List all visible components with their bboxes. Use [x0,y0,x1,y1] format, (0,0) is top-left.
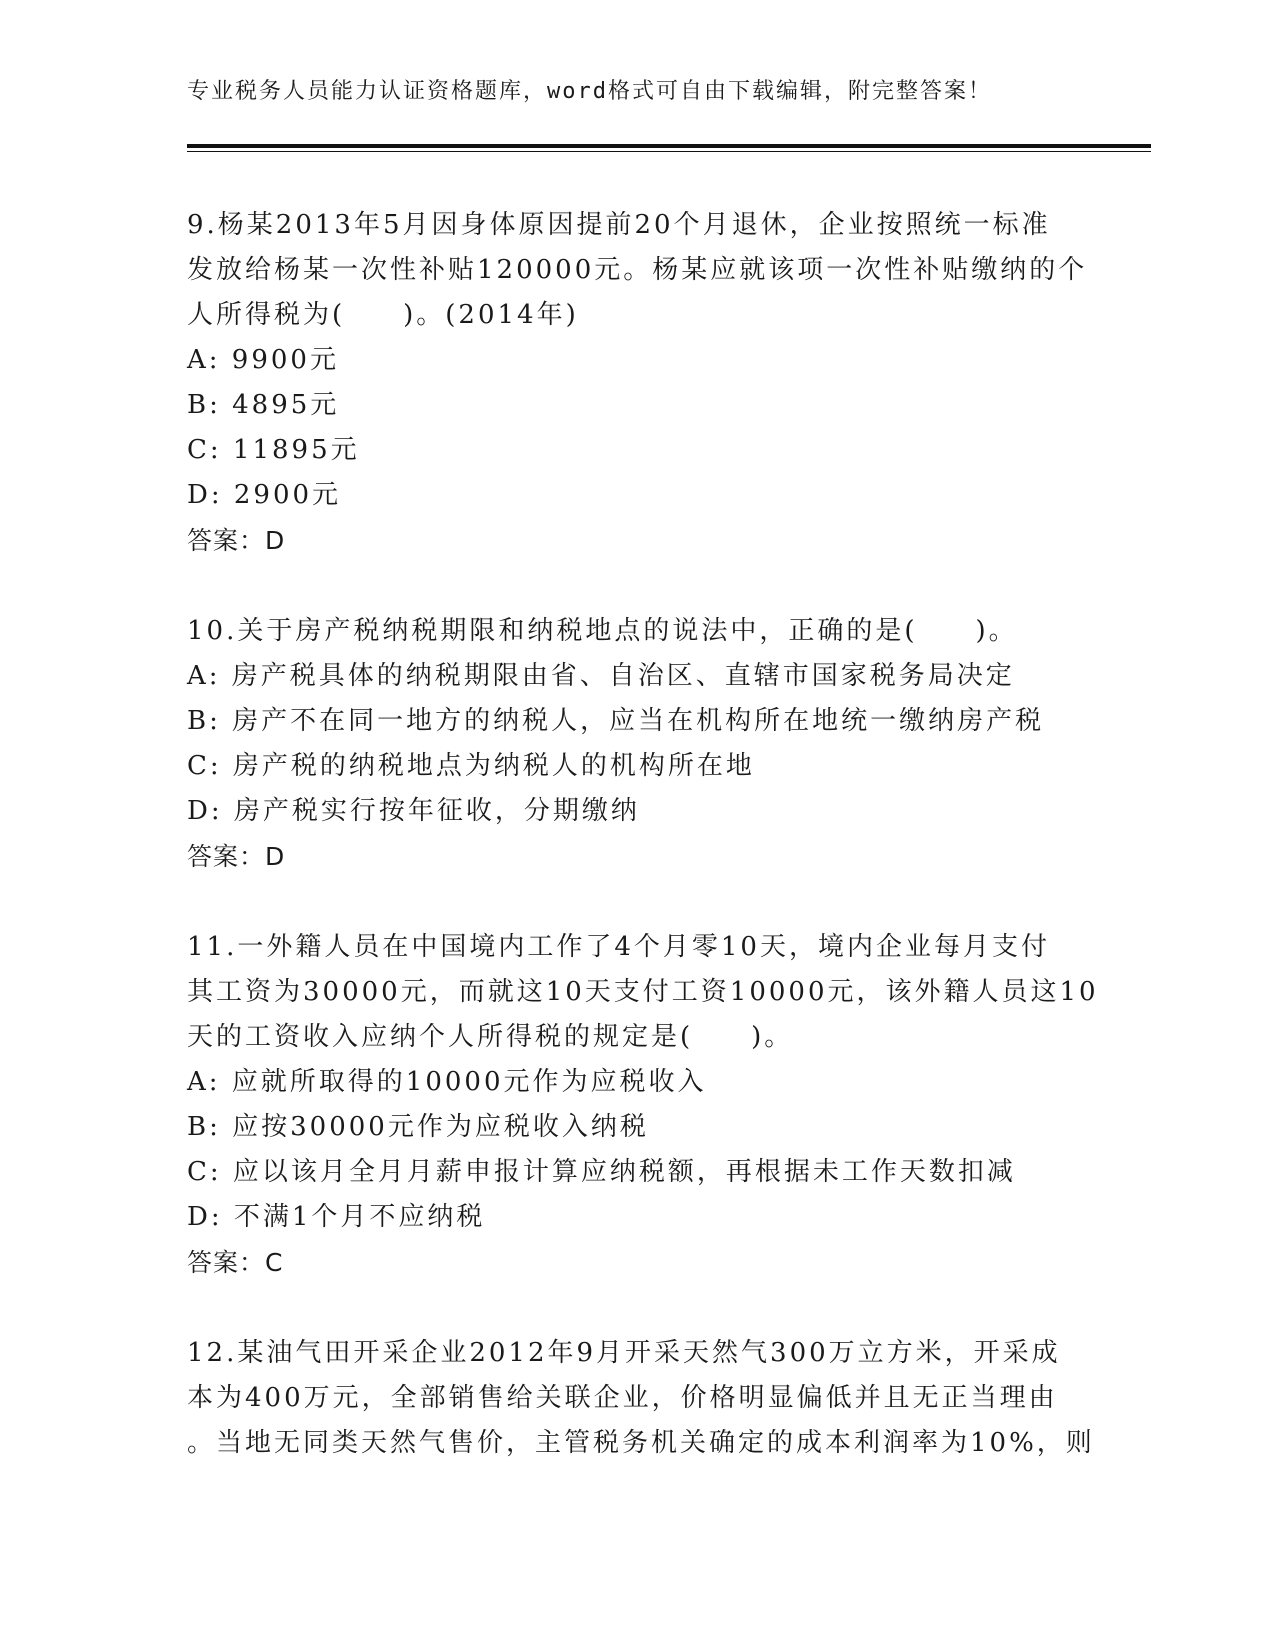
question-stem-line: 9.杨某2013年5月因身体原因提前20个月退休，企业按照统一标准 [187,210,1051,240]
question-stem-line: 其工资为30000元，而就这10天支付工资10000元，该外籍人员这10 [187,977,1099,1007]
answer: 答案：D [187,526,286,555]
option-b: B: 房产不在同一地方的纳税人，应当在机构所在地统一缴纳房产税 [187,706,1045,736]
question-stem-line: 本为400万元，全部销售给关联企业，价格明显偏低并且无正当理由 [187,1383,1058,1413]
question-12 [187,1331,1095,1466]
question-stem-line: 人所得税为( )。(2014年) [187,300,579,330]
option-b: B: 应按30000元作为应税收入纳税 [187,1112,649,1142]
option-d: D: 2900元 [187,480,342,510]
header-rule-thin [187,151,1151,152]
question-11 [187,925,1099,1285]
option-d: D: 房产税实行按年征收，分期缴纳 [187,796,640,826]
question-stem-line: 12.某油气田开采企业2012年9月开采天然气300万立方米，开采成 [187,1338,1061,1368]
question-stem-line: 。当地无同类天然气售价，主管税务机关确定的成本利润率为10%，则 [187,1428,1095,1458]
question-9 [187,203,1087,563]
option-b: B: 4895元 [187,390,340,420]
option-c: C: 房产税的纳税地点为纳税人的机构所在地 [187,751,755,781]
option-a: A: 9900元 [187,345,339,375]
question-stem-line: 发放给杨某一次性补贴120000元。杨某应就该项一次性补贴缴纳的个 [187,255,1088,285]
page-header: 专业税务人员能力认证资格题库，word格式可自由下载编辑，附完整答案！ [187,79,992,104]
question-list [187,203,1099,1466]
option-c: C: 应以该月全月月薪申报计算应纳税额，再根据未工作天数扣减 [187,1157,1016,1187]
option-a: A: 房产税具体的纳税期限由省、自治区、直辖市国家税务局决定 [187,661,1015,691]
question-stem-line: 11.一外籍人员在中国境内工作了4个月零10天，境内企业每月支付 [187,932,1050,962]
answer: 答案：D [187,842,286,871]
answer: 答案：C [187,1248,284,1277]
option-d: D: 不满1个月不应纳税 [187,1202,486,1232]
header-rule-thick [187,144,1151,148]
option-c: C: 11895元 [187,435,360,465]
question-stem-line: 天的工资收入应纳个人所得税的规定是( )。 [187,1022,794,1052]
question-10 [187,609,1087,879]
option-a: A: 应就所取得的10000元作为应税收入 [187,1067,707,1097]
question-stem-line: 10.关于房产税纳税期限和纳税地点的说法中，正确的是( )。 [187,616,1018,646]
